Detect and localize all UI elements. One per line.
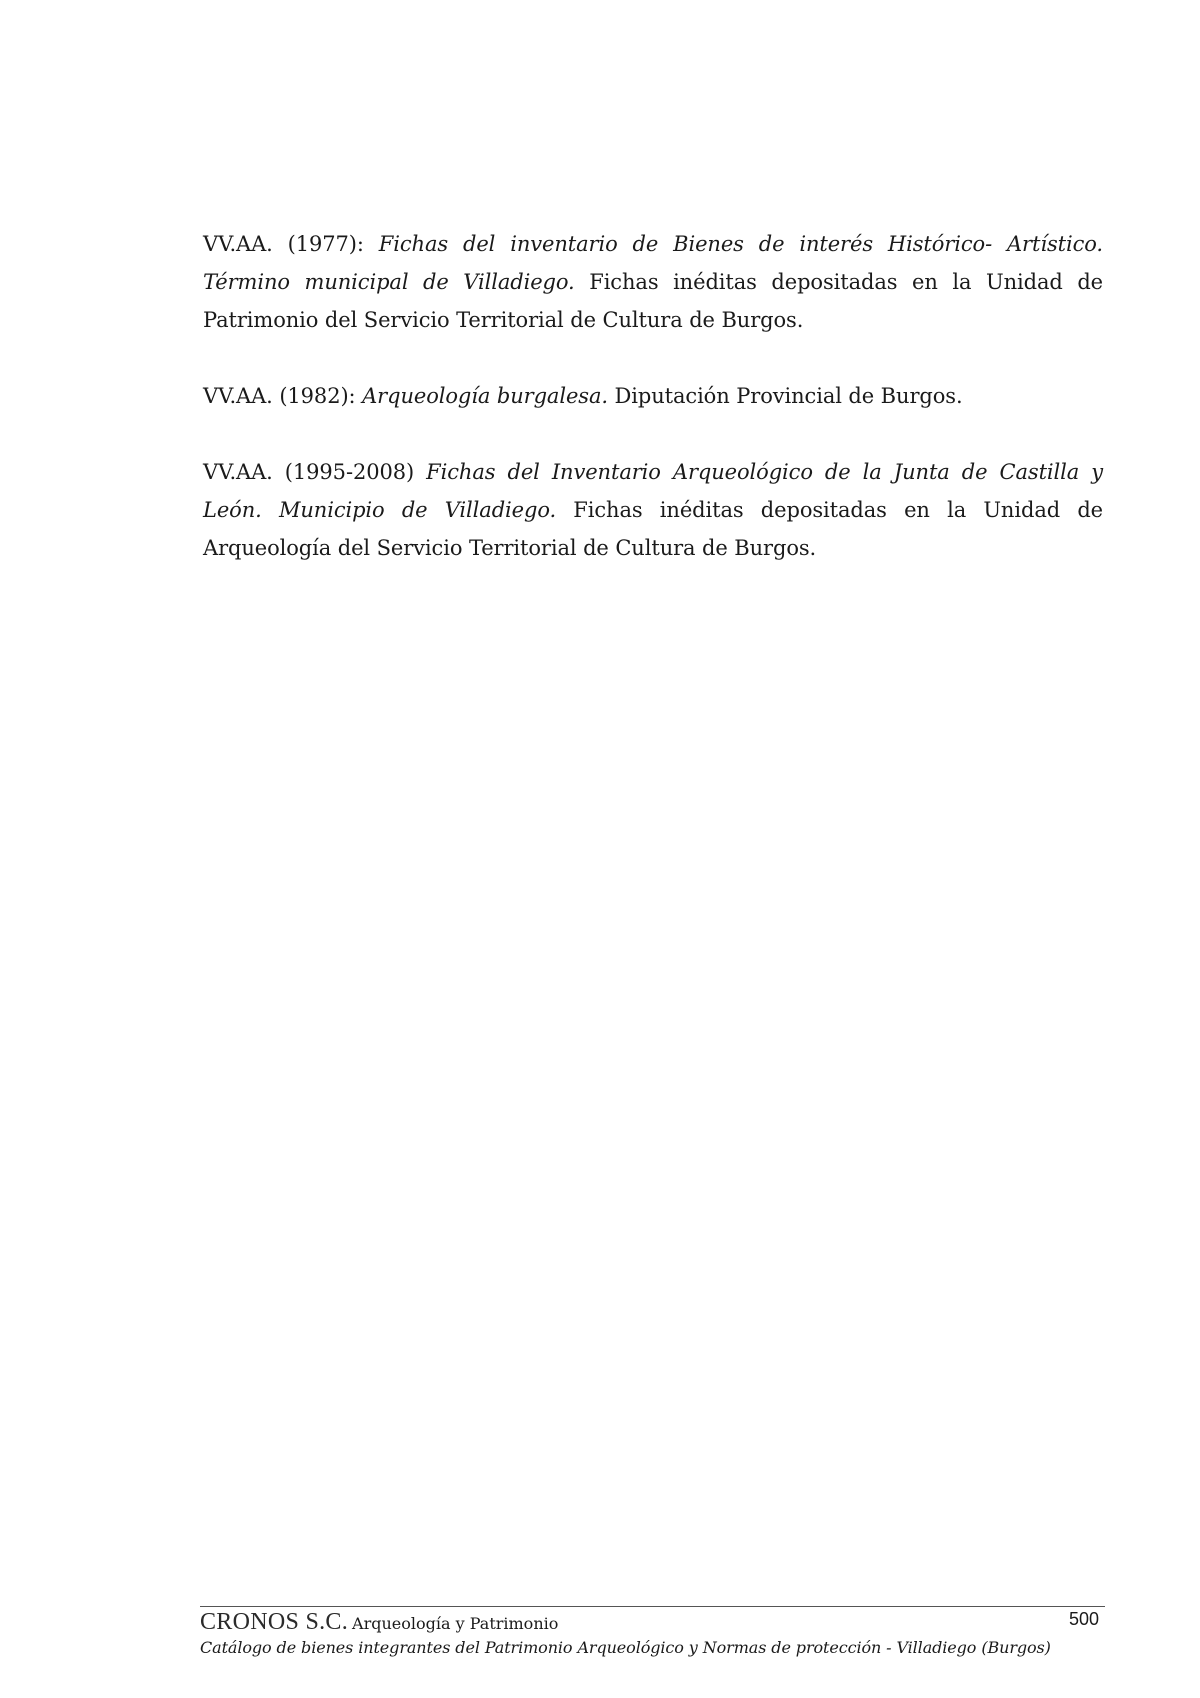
bibliography [203, 225, 1103, 605]
catalog-title: Catálogo de bienes integrantes del Patrimonio Arqueológico y Normas de protección - Villadiego (Burgos) [200, 1638, 1051, 1657]
reference-details: Fichas inéditas depositadas en la Unidad de Arqueología del Servicio Territorial de Cultura de Burgos. [203, 498, 1103, 560]
reference-title: Arqueología burgalesa. [362, 384, 608, 408]
reference-title: Fichas del inventario de Bienes de interés Histórico- Artístico. Término municipal de Villadiego. [203, 232, 1103, 294]
reference-author-year: VV.AA. (1977): [203, 232, 379, 256]
reference-item [203, 453, 1103, 567]
company-subtitle: Arqueología y Patrimonio [352, 1614, 559, 1633]
reference-details: Diputación Provincial de Burgos. [607, 384, 963, 408]
reference-author-year: VV.AA. (1982): [203, 384, 363, 408]
company-name: CRONOS S.C. [200, 1609, 349, 1635]
reference-title: Fichas del Inventario Arqueológico de la Junta de Castilla y León. Municipio de Villadiego. [203, 460, 1104, 522]
reference-author-year: VV.AA. (1995-2008) [203, 460, 427, 484]
footer-divider [200, 1606, 1105, 1607]
page-number: 500 [1068, 1609, 1099, 1629]
page-footer [200, 1606, 1105, 1657]
reference-item [203, 377, 1103, 415]
reference-details: Fichas inéditas depositadas en la Unidad de Patrimonio del Servicio Territorial de Cultura de Burgos. [203, 270, 1103, 332]
reference-item [203, 225, 1103, 339]
footer-brand-line [200, 1609, 1105, 1635]
